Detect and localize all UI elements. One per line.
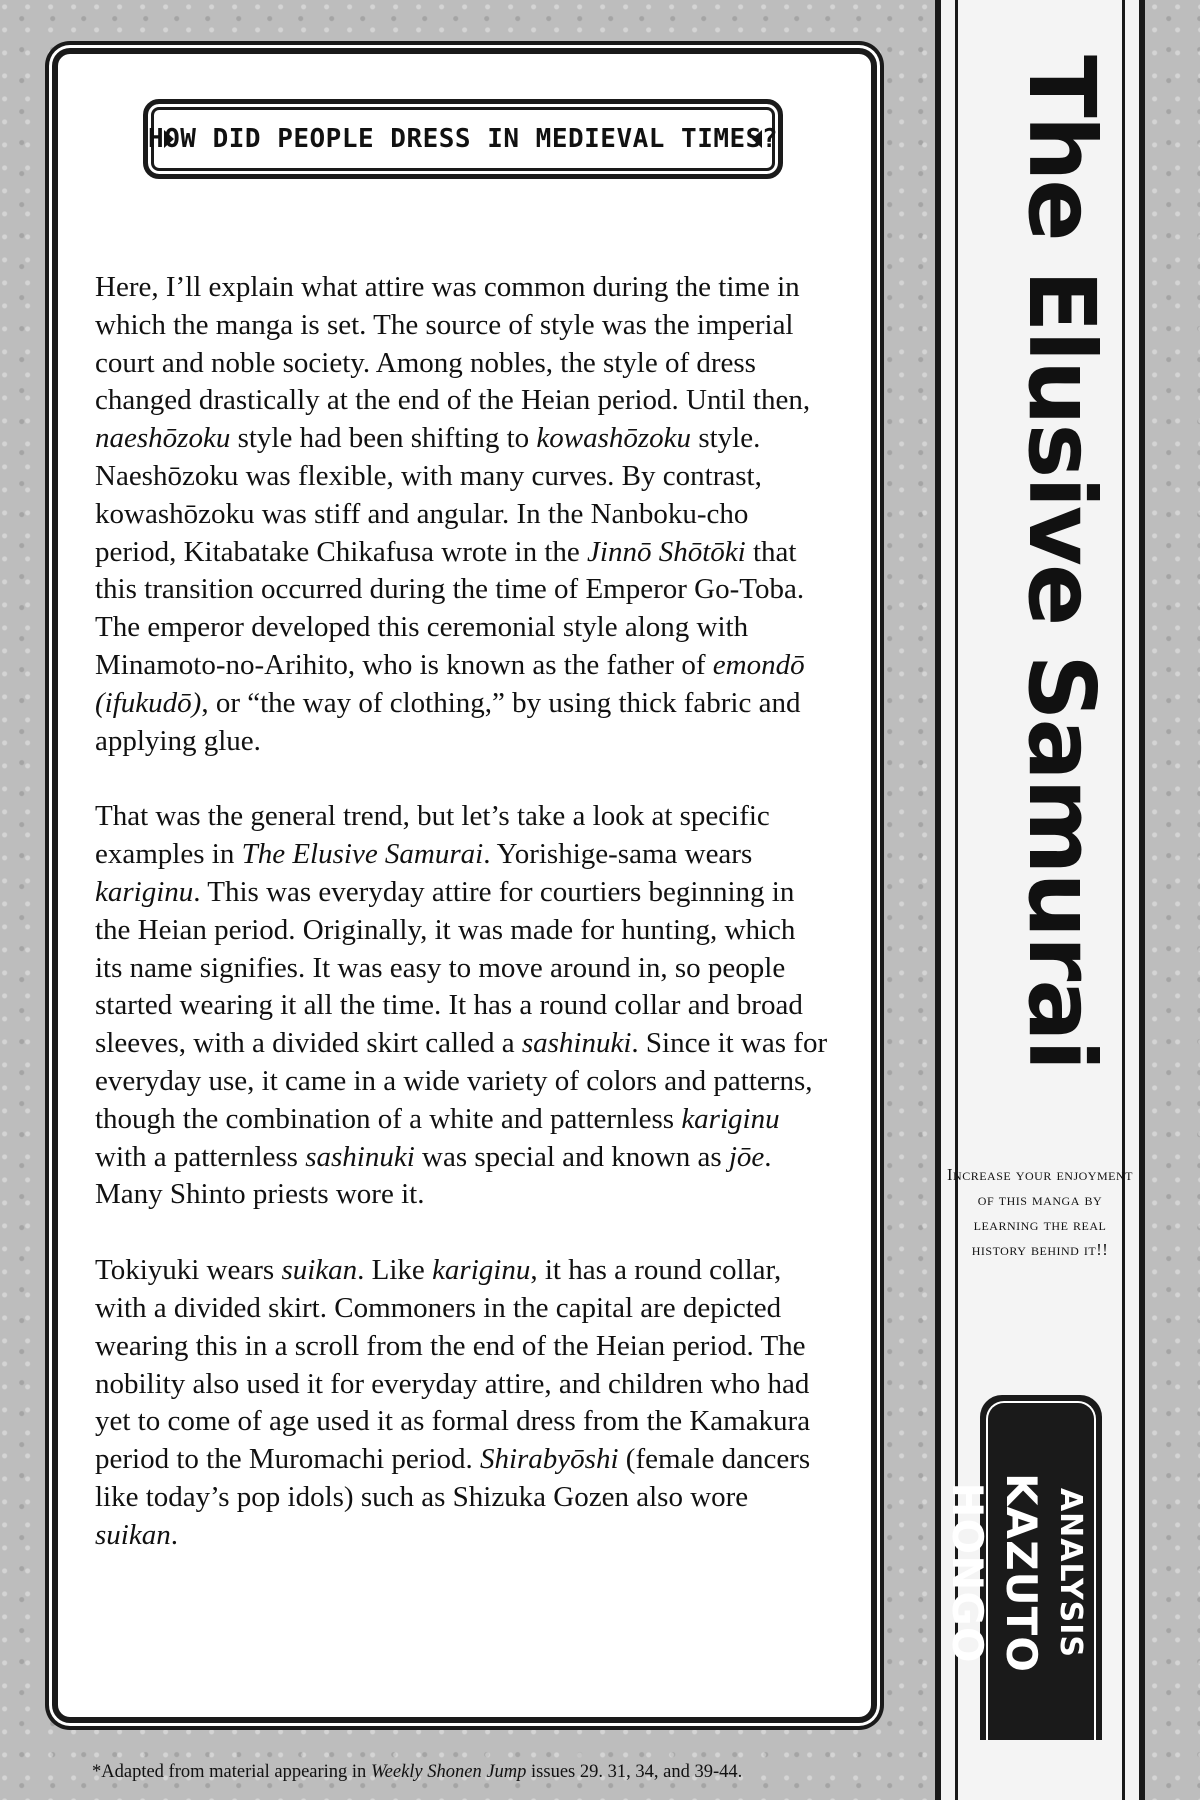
author-block xyxy=(943,1395,1102,1740)
italic-term: sashinuki xyxy=(305,1140,415,1173)
footnote-text: *Adapted from material appearing in xyxy=(92,1762,371,1782)
article-title: HOW DID PEOPLE DRESS IN MEDIEVAL TIMES? xyxy=(148,124,778,154)
italic-term: kariginu xyxy=(681,1102,780,1135)
italic-term: kariginu xyxy=(432,1254,531,1287)
author-name: KAZUTO HONGO xyxy=(943,1473,1046,1673)
italic-term: suikan xyxy=(281,1254,358,1287)
text-run: . This was everyday attire for courtiers beginning in the Heian period. Originally, it was made for hunting, which its name signifies. It was easy to move around in, so people started wearing it all the time. It has a round collar and broad sleeves, with a divided skirt called a xyxy=(95,875,803,1060)
italic-term: sashinuki xyxy=(521,1027,632,1060)
text-run: . Like xyxy=(357,1254,433,1287)
tagline xyxy=(947,1162,1133,1262)
text-run: Tokiyuki wears xyxy=(95,1254,282,1287)
text-run: that this transition occurred during the time of Emperor Go-Toba. The emperor developed this ceremonial style along with Minamoto-no-Arihito, who is known as the father of xyxy=(95,535,805,681)
text-run: That was the general trend, but let’s take a look at specific examples in xyxy=(95,800,770,871)
text-run: . Yorishige-sama wears xyxy=(483,838,753,871)
italic-term: jōe xyxy=(728,1140,765,1173)
italic-term: suikan xyxy=(95,1518,171,1551)
text-run: . Many Shinto priests wore it. xyxy=(95,1140,772,1211)
text-run: , or “the way of clothing,” by using thick fabric and applying glue. xyxy=(95,686,801,757)
arrow-left-icon xyxy=(752,130,762,148)
series-title: The Elusive Samurai xyxy=(1008,55,1115,1069)
text-run: (female dancers like today’s pop idols) such as Shizuka Gozen also wore xyxy=(95,1443,811,1513)
paragraph-3 xyxy=(95,1252,830,1554)
article-banner xyxy=(143,99,783,179)
italic-term: emondō (ifukudō) xyxy=(95,648,805,719)
italic-term: The Elusive Samurai xyxy=(241,838,484,871)
text-run: . Since it was for everyday use, it came in a wide variety of colors and patterns, though the combination of a white and patternless xyxy=(95,1027,828,1135)
italic-term: Jinnō Shōtōki xyxy=(587,535,746,568)
spine-rule-right xyxy=(1122,0,1125,1800)
magazine-title: Weekly Shonen Jump xyxy=(370,1762,527,1782)
paragraph-1 xyxy=(95,269,830,760)
italic-term: naeshōzoku xyxy=(95,422,231,455)
article-panel xyxy=(52,48,877,1723)
arrow-right-icon xyxy=(164,130,174,148)
paragraph-2 xyxy=(95,798,830,1214)
text-run: with a patternless xyxy=(95,1140,306,1173)
spine xyxy=(935,0,1145,1800)
text-run: was special and known as xyxy=(414,1140,729,1173)
text-run: style. Naeshōzoku was flexible, with many curves. By contrast, kowashōzoku was stiff and angular. In the Nanboku-cho period, Kitabatake Chikafusa wrote in the xyxy=(95,422,762,568)
tagline-text: Increase your enjoyment of this manga by learning the real history behind it!! xyxy=(947,1165,1133,1259)
text-run: style had been shifting to xyxy=(230,422,537,455)
text-run: . xyxy=(170,1518,178,1551)
analysis-label: ANALYSIS xyxy=(1053,1487,1088,1659)
text-run: , it has a round collar, with a divided skirt. Commoners in the capital are depicted wearing this in a scroll from the end of the Heian period. The nobility also used it for everyday attire, and children who had yet to come of age used it as formal dress from the Kamakura period to the Muromachi period. xyxy=(95,1254,811,1476)
text-run: Here, I’ll explain what attire was common during the time in which the manga is set. The source of style was the imperial court and noble society. Among nobles, the style of dress changed drastically at the end of the Heian period. Until then, xyxy=(95,271,811,417)
article-body xyxy=(95,269,830,1593)
italic-term: kariginu xyxy=(95,875,194,908)
author-credit xyxy=(943,1413,1092,1733)
italic-term: Shirabyōshi xyxy=(479,1443,619,1476)
italic-term: kowashōzoku xyxy=(536,422,692,455)
footnote-issues: issues 29. 31, 34, and 39-44. xyxy=(526,1762,743,1782)
footnote xyxy=(92,1762,742,1783)
